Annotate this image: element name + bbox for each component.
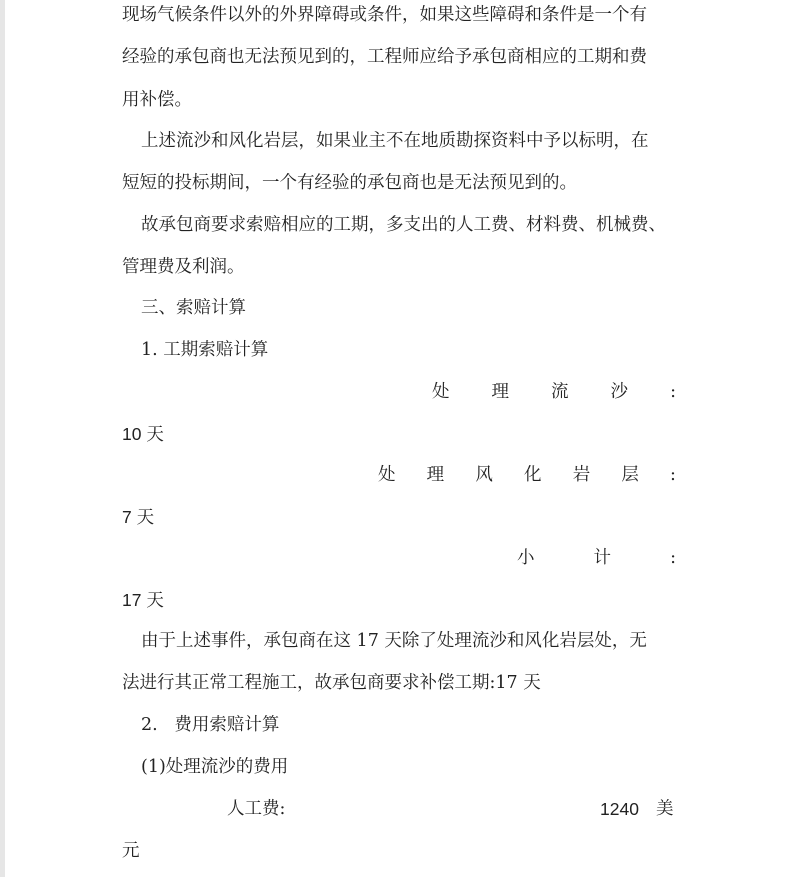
char: 处: [432, 382, 450, 402]
section-heading: 三、索赔计算: [141, 298, 246, 318]
char: :: [670, 465, 676, 485]
paragraph-line-6: 故承包商要求索赔相应的工期，多支出的人工费、材料费、机械费、: [141, 215, 666, 235]
paragraph-line-2: 经验的承包商也无法预见到的，工程师应给予承包商相应的工期和费: [122, 47, 647, 67]
paragraph-line-3: 用补偿。: [122, 90, 192, 110]
item-weathered-rock-label: [378, 463, 676, 487]
char: 层: [621, 465, 639, 485]
char: 理: [491, 382, 510, 402]
char: 风: [475, 465, 493, 485]
char: :: [670, 548, 676, 568]
paragraph-line-5: 短短的投标期间，一个有经验的承包商也是无法预见到的。: [122, 173, 577, 193]
page-left-edge: [0, 0, 5, 877]
char: 岩: [572, 465, 591, 485]
paragraph-event-line-1: 由于上述事件，承包商在这 17 天除了处理流沙和风化岩层处，无: [141, 631, 647, 651]
labor-cost-label: 人工费:: [227, 799, 286, 819]
item-quicksand-label: [432, 380, 676, 404]
item-quicksand-value: 10 天: [122, 424, 164, 444]
labor-cost-amount: 1240: [600, 799, 639, 819]
char: 化: [524, 465, 542, 485]
char: 流: [551, 382, 569, 402]
char: 处: [378, 465, 396, 485]
paragraph-line-7: 管理费及利润。: [122, 257, 245, 277]
item-subtotal-value: 17 天: [122, 590, 164, 610]
char: 计: [593, 548, 612, 568]
paragraph-line-1: 现场气候条件以外的外界障碍或条件，如果这些障碍和条件是一个有: [122, 5, 647, 25]
paragraph-event-line-2: 法进行其正常工程施工，故承包商要求补偿工期:17 天: [122, 673, 541, 693]
labor-cost-unit-start: 美: [656, 799, 674, 819]
item-weathered-rock-value: 7 天: [122, 507, 155, 527]
paragraph-line-4: 上述流沙和风化岩层，如果业主不在地质勘探资料中予以标明，在: [141, 131, 649, 151]
labor-cost-unit-end: 元: [122, 841, 140, 861]
cost-sub-heading: (1)处理流沙的费用: [141, 757, 289, 777]
char: 沙: [610, 382, 629, 402]
subsection-heading: 1. 工期索赔计算: [141, 340, 269, 360]
char: 小: [517, 548, 535, 568]
item-subtotal-label: [517, 546, 676, 570]
char: :: [670, 382, 676, 402]
char: 理: [426, 465, 445, 485]
cost-heading: 2. 费用索赔计算: [141, 715, 280, 735]
